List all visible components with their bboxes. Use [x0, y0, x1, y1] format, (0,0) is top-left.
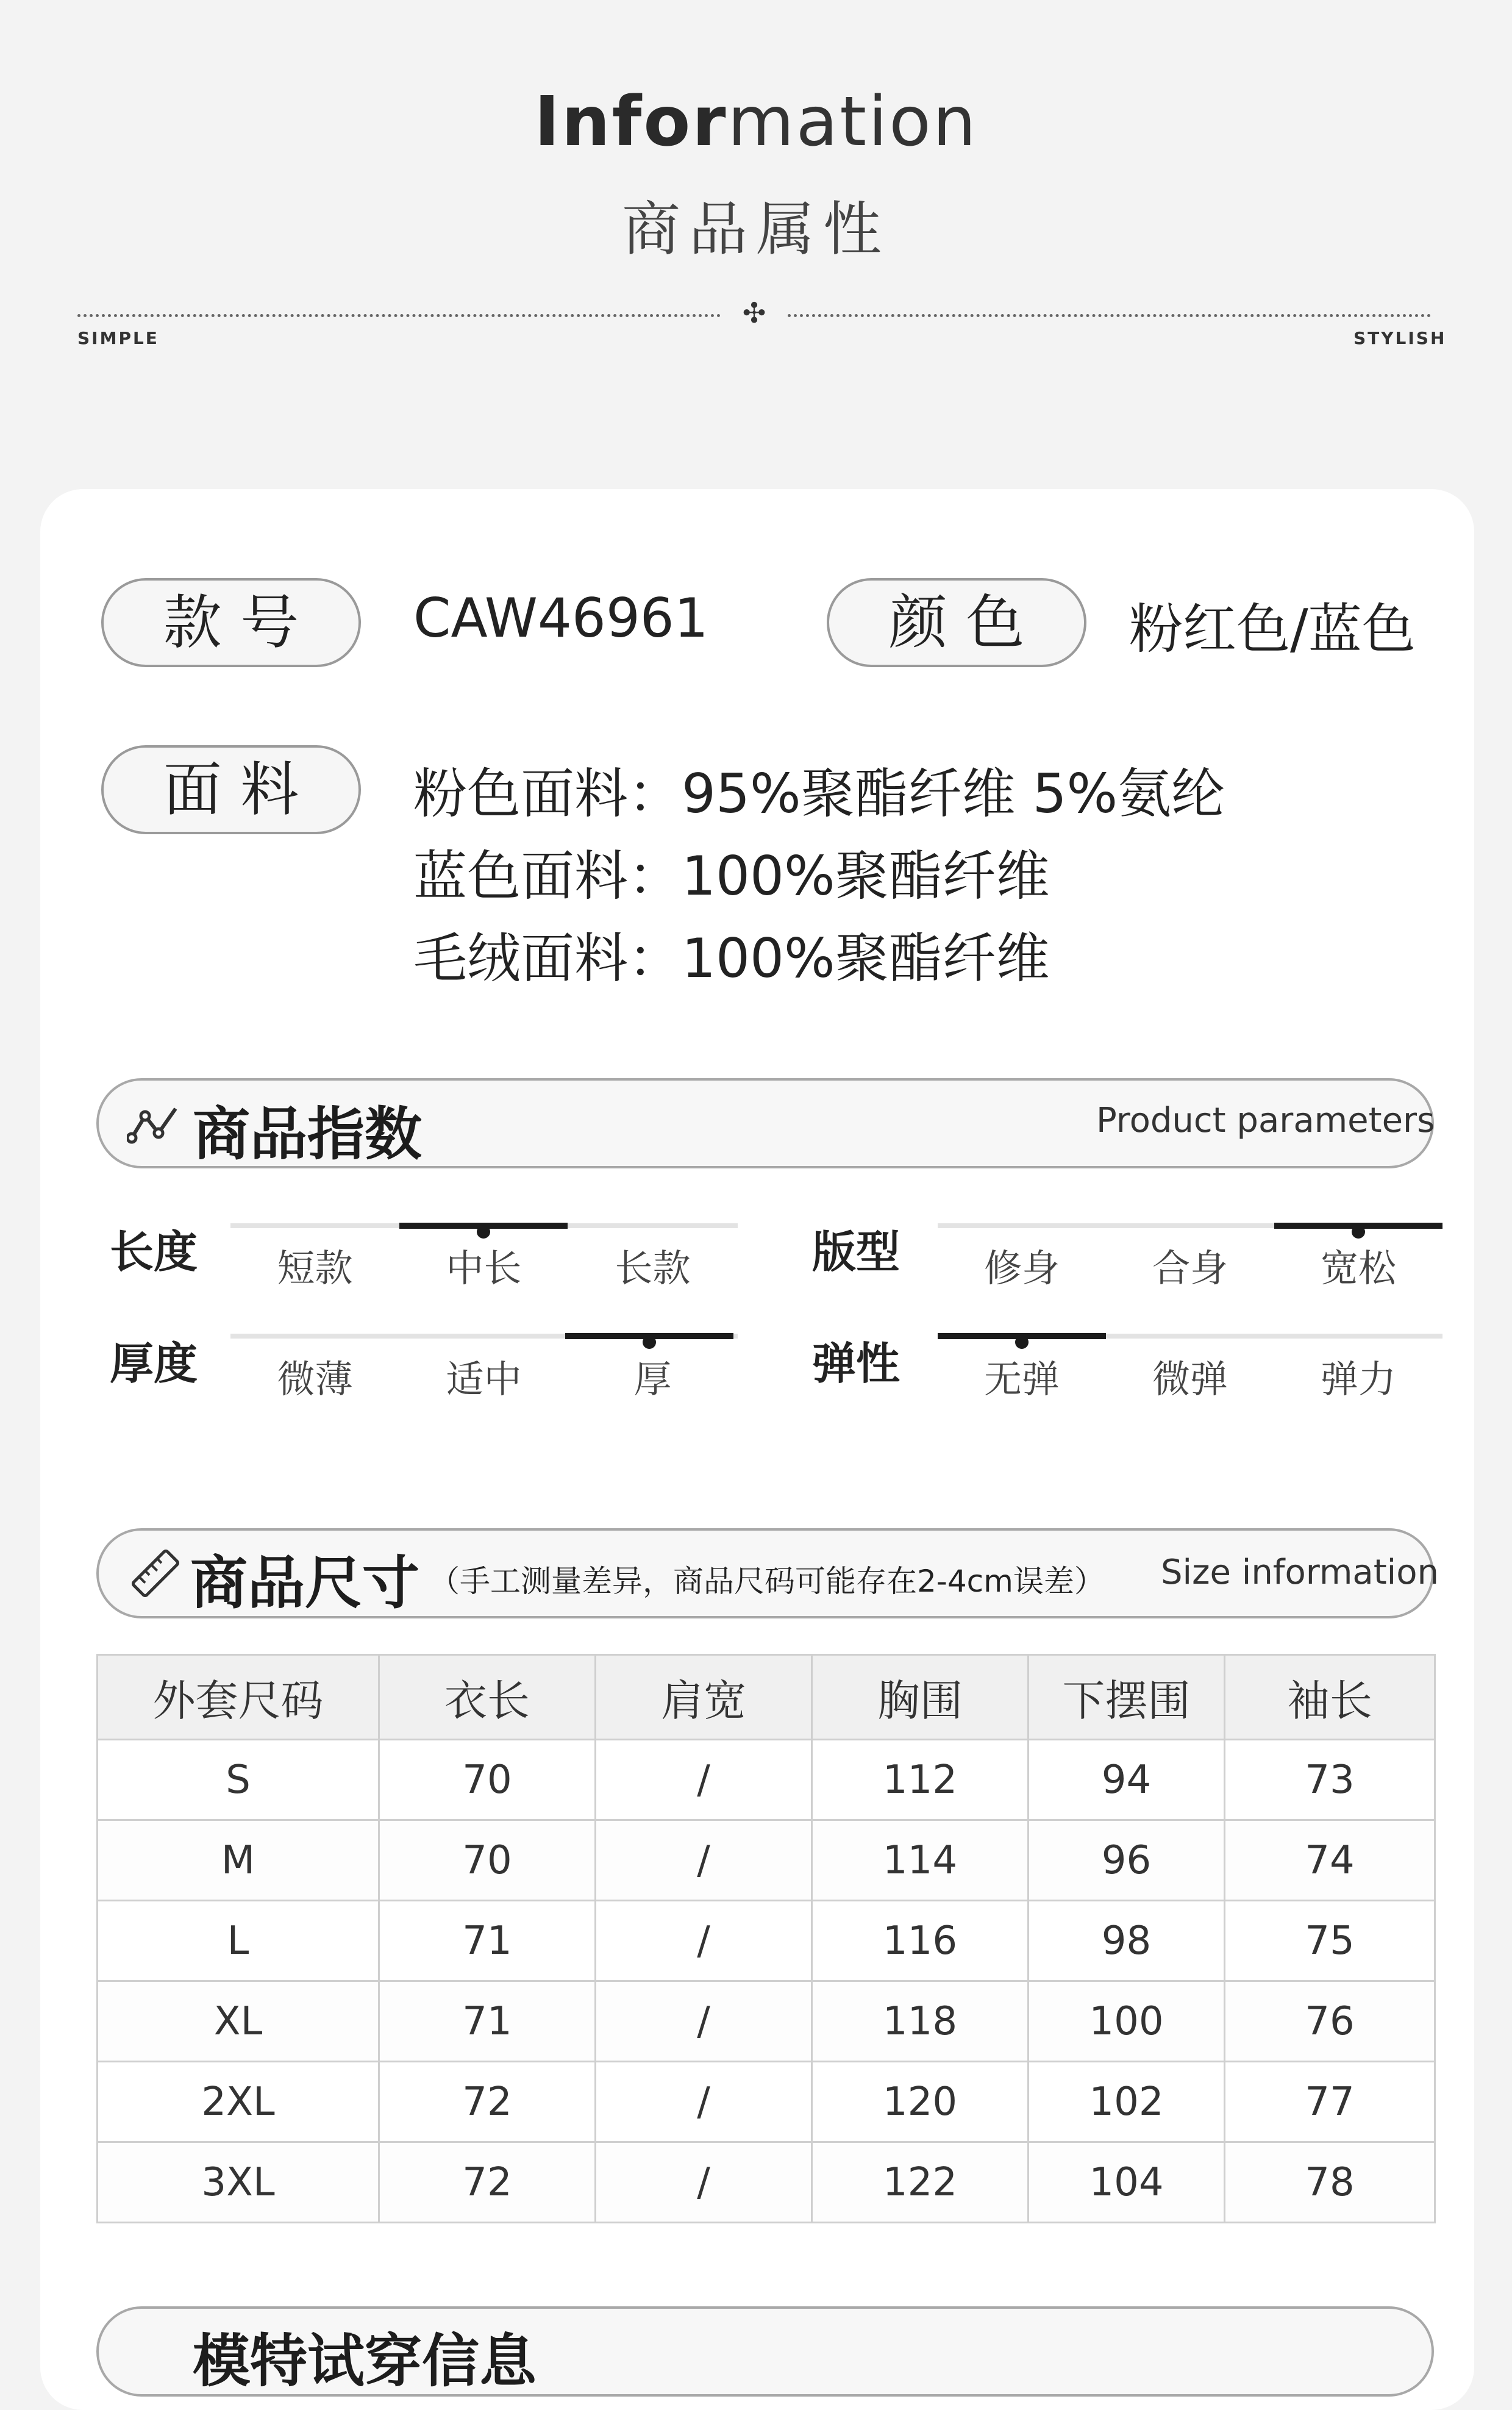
size-section-note: （手工测量差异，商品尺码可能存在2-4cm误差）: [429, 1564, 1105, 1599]
table-cell: 120: [812, 2062, 1029, 2142]
table-row: [98, 1740, 1435, 1820]
table-row: [98, 2142, 1435, 2223]
param-label-length: 长度: [110, 1226, 198, 1278]
trend-line-icon: [127, 1103, 180, 1145]
table-cell: 74: [1225, 1820, 1435, 1901]
scale-option: 微薄: [277, 1357, 353, 1401]
style-no-value: CAW46961: [413, 587, 708, 649]
table-row: [98, 1820, 1435, 1901]
ruler-icon: [128, 1546, 183, 1601]
scale-marker: [1352, 1225, 1365, 1239]
table-cell: 72: [379, 2142, 596, 2223]
scale-option: 无弹: [983, 1357, 1060, 1401]
table-cell: 70: [379, 1820, 596, 1901]
cross-ornament-icon: ✣: [742, 296, 766, 329]
table-cell: 77: [1225, 2062, 1435, 2142]
table-cell: M: [98, 1820, 379, 1901]
scale-option: 短款: [277, 1246, 353, 1290]
fabric-line: 毛绒面料：100%聚酯纤维: [413, 927, 1050, 990]
col-header-shoulder: 肩宽: [596, 1655, 812, 1740]
scale-marker: [643, 1336, 656, 1349]
table-header-row: [98, 1655, 1435, 1740]
scale-option: 长款: [615, 1246, 691, 1290]
scale-marker: [1015, 1336, 1029, 1349]
table-cell: 78: [1225, 2142, 1435, 2223]
col-header-size: 外套尺码: [98, 1655, 379, 1740]
table-cell: /: [596, 1820, 812, 1901]
size-section-title: 商品尺寸: [190, 1550, 420, 1617]
table-cell: 100: [1029, 1981, 1225, 2062]
scale-option: 弹力: [1320, 1357, 1396, 1401]
table-cell: 102: [1029, 2062, 1225, 2142]
table-cell: 70: [379, 1740, 596, 1820]
table-cell: /: [596, 2062, 812, 2142]
fabric-label: 面 料: [101, 745, 361, 834]
table-cell: 2XL: [98, 2062, 379, 2142]
table-cell: 72: [379, 2062, 596, 2142]
table-row: [98, 2062, 1435, 2142]
param-label-thickness: 厚度: [110, 1338, 198, 1389]
table-cell: /: [596, 1901, 812, 1981]
table-cell: S: [98, 1740, 379, 1820]
color-value: 粉红色/蓝色: [1129, 598, 1416, 660]
params-section-title-en: Product parameters: [1096, 1101, 1435, 1140]
table-cell: 3XL: [98, 2142, 379, 2223]
table-cell: 71: [379, 1981, 596, 2062]
table-cell: 75: [1225, 1901, 1435, 1981]
param-label-fit: 版型: [812, 1226, 900, 1278]
size-table: [96, 1654, 1436, 2223]
scale-option: 宽松: [1320, 1246, 1396, 1290]
table-cell: L: [98, 1901, 379, 1981]
table-cell: XL: [98, 1981, 379, 2062]
table-cell: /: [596, 1981, 812, 2062]
scale-option: 适中: [446, 1357, 522, 1401]
col-header-length: 衣长: [379, 1655, 596, 1740]
table-cell: 112: [812, 1740, 1029, 1820]
fabric-line: 粉色面料：95%聚酯纤维 5%氨纶: [413, 762, 1225, 825]
table-cell: 76: [1225, 1981, 1435, 2062]
table-cell: 71: [379, 1901, 596, 1981]
table-cell: /: [596, 1740, 812, 1820]
param-label-elasticity: 弹性: [812, 1338, 900, 1389]
divider-right: [788, 314, 1431, 317]
scale-option: 厚: [633, 1357, 672, 1401]
color-label: 颜 色: [827, 578, 1086, 667]
col-header-sleeve: 袖长: [1225, 1655, 1435, 1740]
table-cell: 98: [1029, 1901, 1225, 1981]
fabric-line: 蓝色面料：100%聚酯纤维: [413, 845, 1050, 907]
scale-option: 微弹: [1152, 1357, 1228, 1401]
table-cell: 118: [812, 1981, 1029, 2062]
scale-marker: [477, 1225, 490, 1239]
col-header-chest: 胸围: [812, 1655, 1029, 1740]
page-title-en: [0, 82, 1512, 162]
table-cell: 122: [812, 2142, 1029, 2223]
size-section-title-en: Size information: [1161, 1553, 1439, 1592]
scale-option: 修身: [983, 1246, 1060, 1290]
table-cell: 114: [812, 1820, 1029, 1901]
style-no-label: 款 号: [101, 578, 361, 667]
scale-option: 合身: [1152, 1246, 1228, 1290]
table-cell: 104: [1029, 2142, 1225, 2223]
table-cell: 96: [1029, 1820, 1225, 1901]
title-en-light: mation: [727, 82, 978, 162]
table-cell: 116: [812, 1901, 1029, 1981]
divider-left: [77, 314, 721, 317]
stylish-tag: STYLISH: [1353, 328, 1447, 348]
col-header-hem: 下摆围: [1029, 1655, 1225, 1740]
simple-tag: SIMPLE: [77, 328, 159, 348]
table-row: [98, 1901, 1435, 1981]
title-en-bold: Infor: [534, 82, 728, 162]
model-section-title: 模特试穿信息: [193, 2328, 537, 2395]
table-cell: 73: [1225, 1740, 1435, 1820]
scale-option: 中长: [446, 1246, 522, 1290]
params-section-title: 商品指数: [193, 1101, 423, 1168]
table-row: [98, 1981, 1435, 2062]
table-cell: /: [596, 2142, 812, 2223]
page-title-cn: 商品属性: [622, 195, 890, 263]
table-cell: 94: [1029, 1740, 1225, 1820]
